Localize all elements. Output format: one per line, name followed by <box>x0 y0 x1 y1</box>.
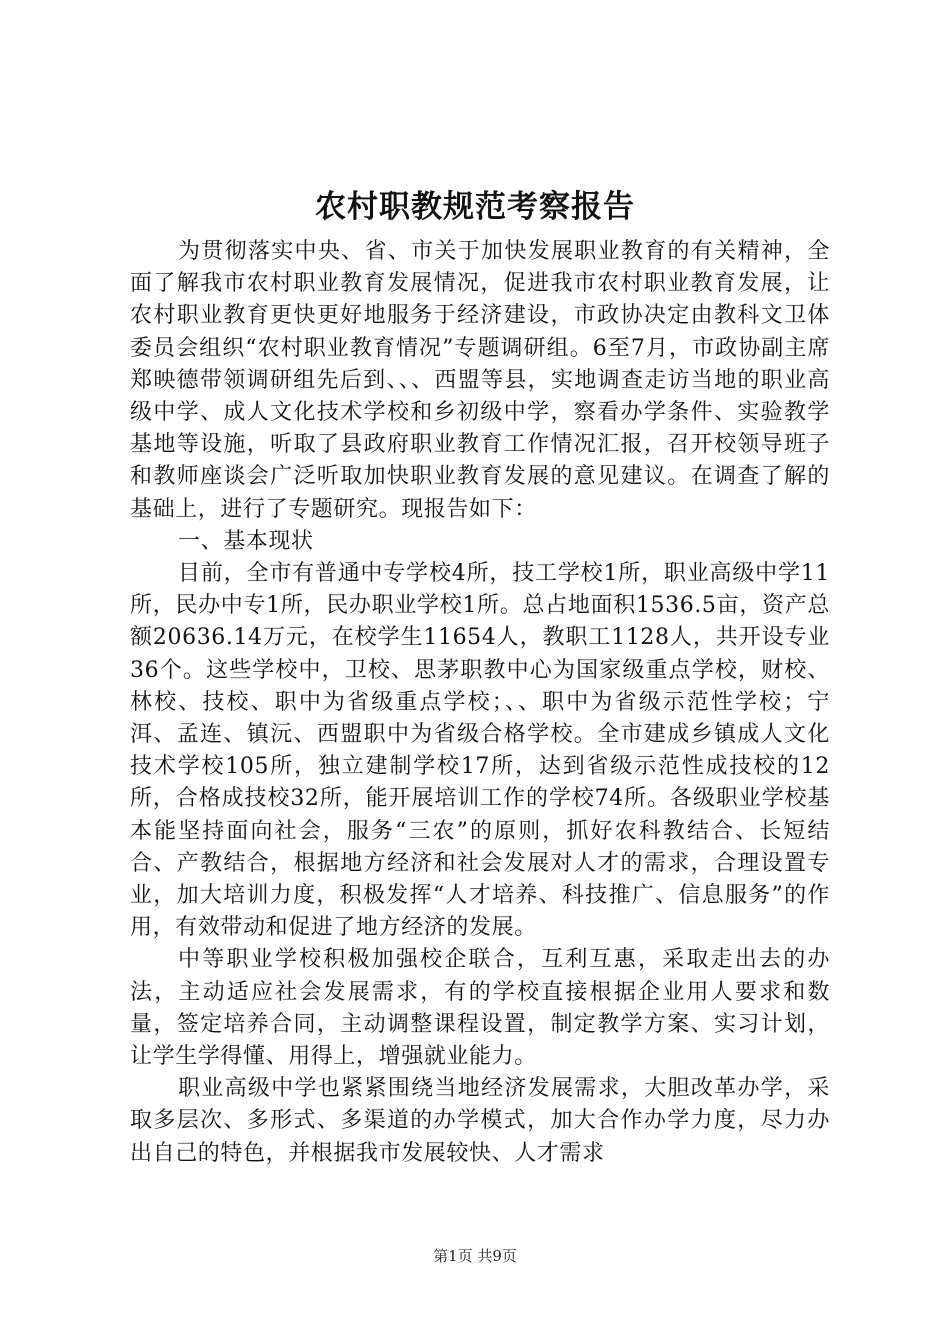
section-heading: 一、基本现状 <box>178 528 314 554</box>
document-body <box>130 236 830 1170</box>
document-title: 农村职教规范考察报告 <box>315 189 635 225</box>
status-paragraph: 目前，全市有普通中专学校4所，技工学校1所，职业高级中学11所，民办中专1所，民办职业学校1所。总占地面积1536.5亩，资产总额20636.14万元，在校学生11654人，教职工1128人，共开设专业36个。这些学校中，卫校、思茅职教中心为国家级重点学校，财校、林校、技校、职中为省级重点学校；、、职中为省级示范性学校；宁洱、孟连、镇沅、西盟职中为省级合格学校。全市建成乡镇成人文化技术学校105所，独立建制学校17所，达到省级示范性成技校的12所，合格成技校32所，能开展培训工作的学校74所。各级职业学校基本能坚持面向社会，服务“三农”的原则，抓好农科教结合、长短结合、产教结合，根据地方经济和社会发展对人才的需求，合理设置专业，加大培训力度，积极发挥“人才培养、科技推广、信息服务”的作用，有效带动和促进了地方经济的发展。 <box>130 561 830 941</box>
secondary-school-paragraph: 中等职业学校积极加强校企联合，互利互惠，采取走出去的办法，主动适应社会发展需求，有的学校直接根据企业用人要求和数量，签定培养合同，主动调整课程设置，制定教学方案、实习计划，让学生学得懂、用得上，增强就业能力。 <box>130 947 830 1070</box>
intro-paragraph: 为贯彻落实中央、省、市关于加快发展职业教育的有关精神，全面了解我市农村职业教育发展情况，促进我市农村职业教育发展，让农村职业教育更快更好地服务于经济建设，市政协决定由教科文卫体委员会组织“农村职业教育情况”专题调研组。6至7月，市政协副主席郑映德带领调研组先后到、、、西盟等县，实地调查走访当地的职业高级中学、成人文化技术学校和乡初级中学，察看办学条件、实验教学基地等设施，听取了县政府职业教育工作情况汇报，召开校领导班子和教师座谈会广泛听取加快职业教育发展的意见建议。在调查了解的基础上，进行了专题研究。现报告如下： <box>130 239 830 522</box>
page-footer: 第1页 共9页 <box>433 1247 517 1265</box>
vocational-high-school-paragraph: 职业高级中学也紧紧围绕当地经济发展需求，大胆改革办学，采取多层次、多形式、多渠道的办学模式，加大合作办学力度，尽力办出自己的特色，并根据我市发展较快、人才需求 <box>130 1076 830 1166</box>
